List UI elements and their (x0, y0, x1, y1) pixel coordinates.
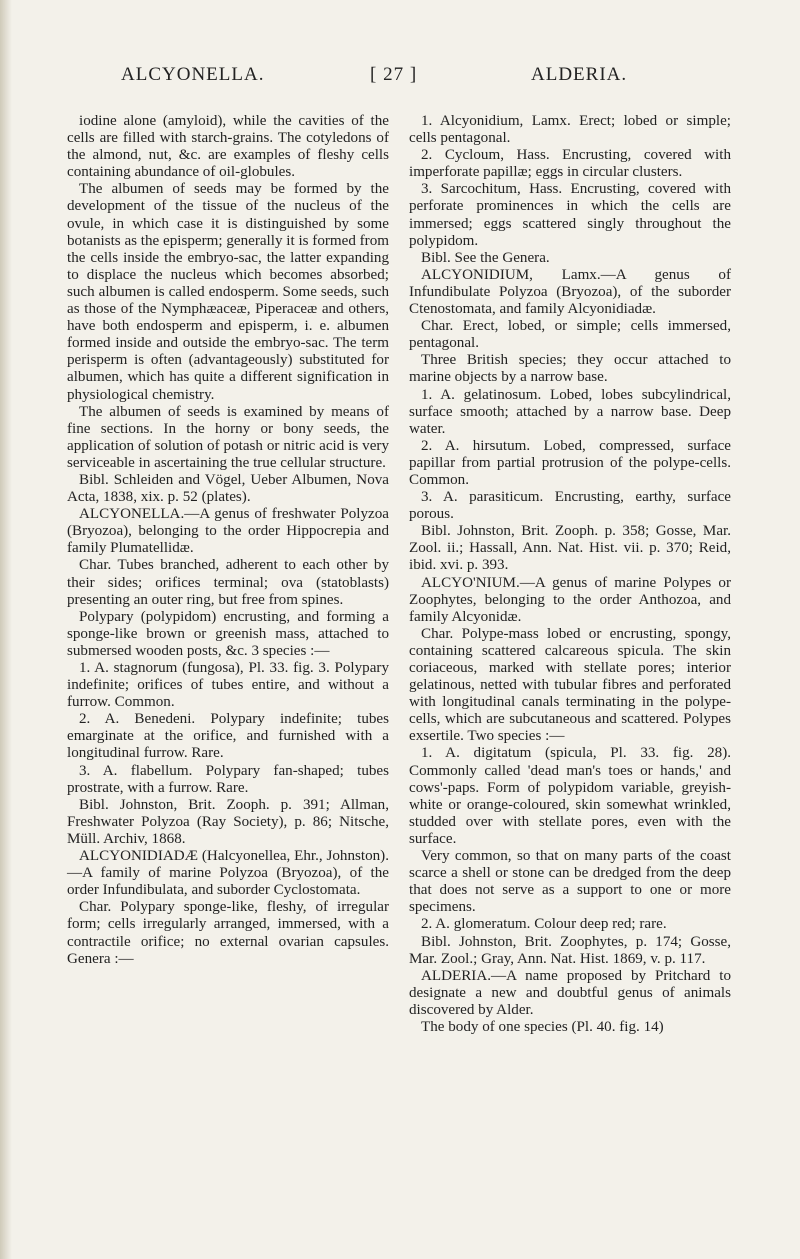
genus-item: 2. Cycloum, Hass. Encrusting, covered with imperforate papillæ; eggs in circular clusters. (409, 147, 731, 181)
species-item: 2. A. Benedeni. Polypary indefinite; tubes emarginate at the orifice, and furnished with a longitudinal furrow. Rare. (67, 711, 389, 762)
header-left-word: ALCYONELLA. (121, 64, 265, 85)
bibliography: Bibl. Johnston, Brit. Zoophytes, p. 174; Gosse, Mar. Zool.; Gray, Ann. Nat. Hist. 1869, v. p. 117. (409, 933, 731, 967)
paragraph: Three British species; they occur attached to marine objects by a narrow base. (409, 352, 731, 386)
paragraph: The albumen of seeds may be formed by the development of the tissue of the nucleus of the ovule, in which case it is distinguished by some botanists as the episperm; generally it is formed from the cells inside the embryo-sac, the latter expanding to displace the nucleus which becomes absorbed; such albumen is called endosperm. Some seeds, such as those of the Nymphæaceæ, Piperaceæ and others, have both endosperm and episperm, i. e. albumen formed inside and outside the embryo-sac. The term perisperm is often (advantageously) substituted for albumen, which has quite a different signification in physiological chemistry. (67, 181, 389, 403)
paragraph: Polypary (polypidom) encrusting, and forming a sponge-like brown or greenish mass, attached to submersed wooden posts, &c. 3 species :— (67, 608, 389, 659)
paragraph: The body of one species (Pl. 40. fig. 14) (421, 1018, 664, 1035)
paragraph: Char. Erect, lobed, or simple; cells immersed, pentagonal. (409, 318, 731, 352)
paragraph: iodine alone (amyloid), while the cavities of the cells are filled with starch-grains. The cotyledons of the almond, nut, &c. are examples of fleshy cells containing abundance of oil-globules. (67, 113, 389, 181)
species-item: 2. A. glomeratum. Colour deep red; rare. (421, 916, 667, 933)
paragraph: Very common, so that on many parts of the coast scarce a shell or stone can be dredged from the deep that does not serve as a support to one or more specimens. (409, 848, 731, 916)
paragraph: The albumen of seeds is examined by means of fine sections. In the horny or bony seeds, the application of solution of potash or nitric acid is very serviceable in ascertaining the true cellular structure. (67, 403, 389, 471)
entry-alcyonium: ALCYO'NIUM.—A genus of marine Polypes or Zoophytes, belonging to the order Anthozoa, and family Alcyonidæ. (409, 574, 731, 625)
entry-alcyonidiadae: ALCYONIDIADÆ (Halcyonellea, Ehr., Johnston).—A family of marine Polyzoa (Bryozoa), of the order Infundibulata, and suborder Cyclostomata. (67, 848, 389, 899)
paragraph: Char. Polype-mass lobed or encrusting, spongy, containing scattered calcareous spicula. The skin coriaceous, marked with stellate pores; interior gelatinous, netted with tubular fibres and perforated with longitudinal canals terminating in the polype-cells, which are subcutaneous and scattered. Polypes exsertile. Two species :— (409, 625, 731, 745)
bibliography: Bibl. Johnston, Brit. Zooph. p. 391; Allman, Freshwater Polyzoa (Ray Society), p. 86; Nitsche, Müll. Archiv, 1868. (67, 796, 389, 847)
header-right-word: ALDERIA. (531, 64, 628, 85)
left-column (67, 113, 389, 968)
bibliography: Bibl. See the Genera. (421, 249, 550, 266)
paragraph: Char. Polypary sponge-like, fleshy, of irregular form; cells irregularly arranged, immersed, with a contractile orifice; no external ovarian capsules. Genera :— (67, 899, 389, 967)
right-column (409, 113, 731, 1036)
bibliography: Bibl. Johnston, Brit. Zooph. p. 358; Gosse, Mar. Zool. ii.; Hassall, Ann. Nat. Hist. vii. p. 370; Reid, ibid. xvi. p. 393. (409, 523, 731, 574)
page-number: [ 27 ] (370, 64, 418, 85)
running-header (0, 64, 800, 88)
entry-alderia: ALDERIA.—A name proposed by Pritchard to designate a new and doubtful genus of animals discovered by Alder. (409, 967, 731, 1018)
species-item: 3. A. flabellum. Polypary fan-shaped; tubes prostrate, with a furrow. Rare. (67, 762, 389, 796)
species-item: 3. A. parasiticum. Encrusting, earthy, surface porous. (409, 489, 731, 523)
species-item: 2. A. hirsutum. Lobed, compressed, surface papillar from partial protrusion of the polype-cells. Common. (409, 437, 731, 488)
species-item: 1. A. gelatinosum. Lobed, lobes subcylindrical, surface smooth; attached by a narrow base. Deep water. (409, 386, 731, 437)
entry-alcyonella: ALCYONELLA.—A genus of freshwater Polyzoa (Bryozoa), belonging to the order Hippocrepia and family Plumatellidæ. (67, 506, 389, 557)
genus-item: 3. Sarcochitum, Hass. Encrusting, covered with perforate prominences in which the cells are immersed; eggs scattered singly throughout the polypidom. (409, 181, 731, 249)
species-item: 1. A. stagnorum (fungosa), Pl. 33. fig. 3. Polypary indefinite; orifices of tubes entire, and without a furrow. Common. (67, 660, 389, 711)
page-gutter-shadow (0, 0, 12, 1259)
species-item: 1. A. digitatum (spicula, Pl. 33. fig. 28). Commonly called 'dead man's toes or hands,' and cows'-paps. Form of polypidom variable, greyish-white or orange-coloured, skin somewhat wrinkled, studded over with stellate pores, even with the surface. (409, 745, 731, 847)
genus-item: 1. Alcyonidium, Lamx. Erect; lobed or simple; cells pentagonal. (409, 113, 731, 147)
paragraph: Char. Tubes branched, adherent to each other by their sides; orifices terminal; ova (statoblasts) presenting an outer ring, but free from spines. (67, 557, 389, 608)
bibliography: Bibl. Schleiden and Vögel, Ueber Albumen, Nova Acta, 1838, xix. p. 52 (plates). (67, 471, 389, 506)
entry-alcyonidium: ALCYONIDIUM, Lamx.—A genus of Infundibulate Polyzoa (Bryozoa), of the suborder Ctenostomata, and family Alcyonidiadæ. (409, 266, 731, 318)
